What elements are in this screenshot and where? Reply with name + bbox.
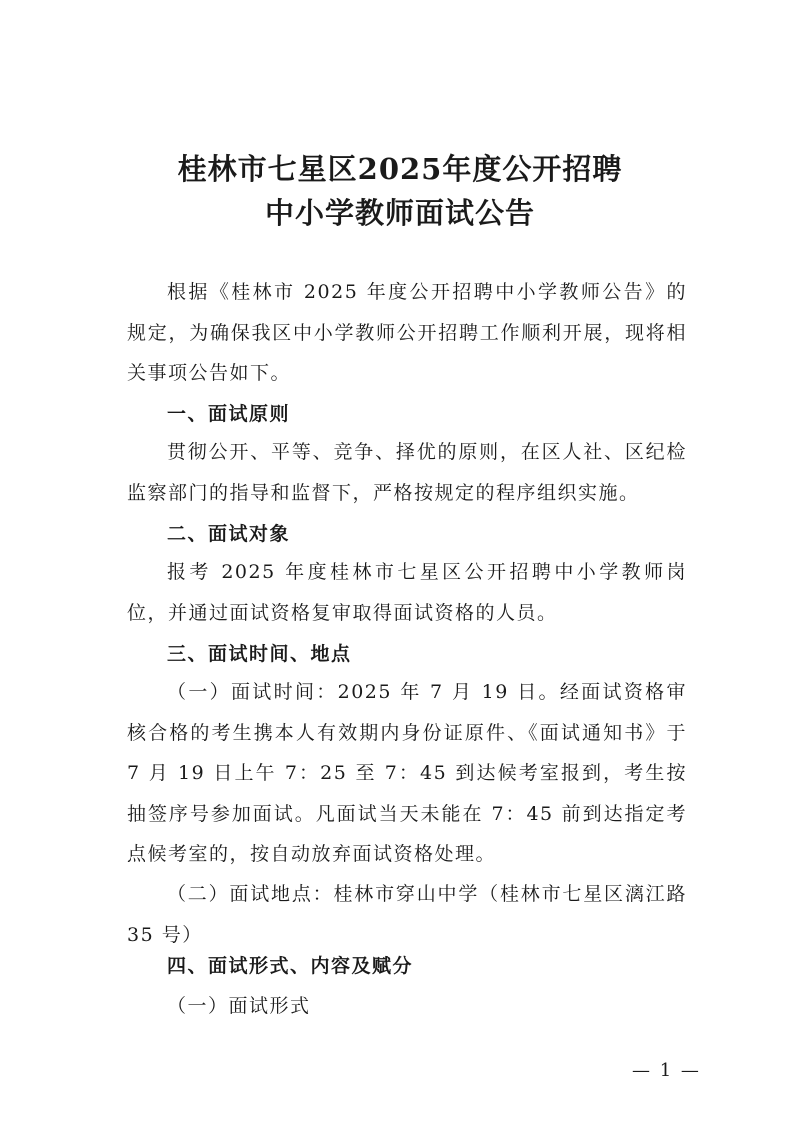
intro-paragraph: 根据《桂林市 2025 年度公开招聘中小学教师公告》的规定，为确保我区中小学教师公开招聘工作顺利开展，现将相关事项公告如下。 <box>127 281 687 384</box>
section-1-paragraph: 贯彻公开、平等、竞争、择优的原则，在区人社、区纪检监察部门的指导和监督下，严格按规定的程序组织实施。 <box>127 441 687 504</box>
section-3-item-2: （二）面试地点：桂林市穿山中学（桂林市七星区漓江路 35 号） <box>127 883 687 946</box>
section-4-item-1: （一）面试形式 <box>167 995 311 1017</box>
document-title-line-2: 中小学教师面试公告 <box>264 196 535 230</box>
section-1-heading: 一、面试原则 <box>167 403 291 425</box>
section-3-item-1: （一）面试时间：2025 年 7 月 19 日。经面试资格审核合格的考生携本人有效期内身份证原件、《面试通知书》于 7 月 19 日上午 7：25 至 7：45 到达候考室报到，考生按抽签序号参加面试。凡面试当天未能在 7：45 前到达指定考点候考室的，按自动放弃面试资格处理。 <box>127 681 687 865</box>
section-3-heading: 三、面试时间、地点 <box>167 643 352 665</box>
document-title-line-1: 桂林市七星区2025年度公开招聘 <box>177 152 623 186</box>
section-2-paragraph: 报考 2025 年度桂林市七星区公开招聘中小学教师岗位，并通过面试资格复审取得面试资格的人员。 <box>127 561 687 624</box>
page-number: — 1 — <box>632 1060 701 1081</box>
section-4-heading: 四、面试形式、内容及赋分 <box>167 955 414 977</box>
section-2-heading: 二、面试对象 <box>167 523 291 545</box>
